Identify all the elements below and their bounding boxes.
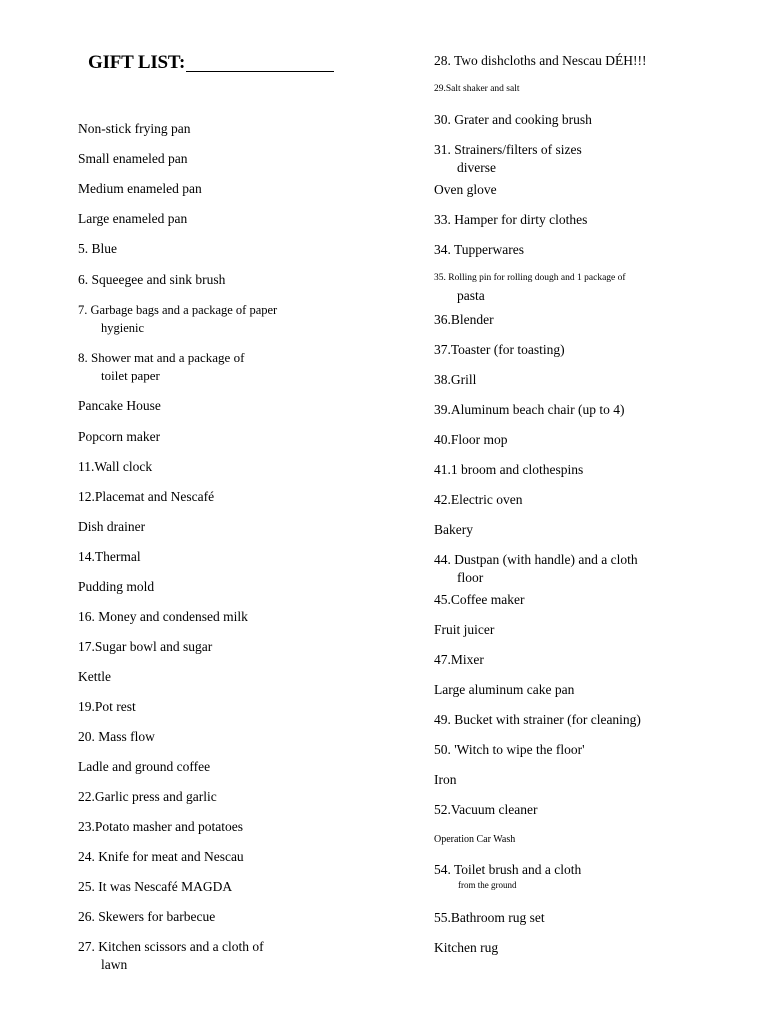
list-item: Pancake House — [78, 398, 161, 413]
list-item: 25. It was Nescafé MAGDA — [78, 879, 233, 894]
list-item: 30. Grater and cooking brush — [434, 112, 592, 127]
list-item: 34. Tupperwares — [434, 242, 524, 257]
list-item: 33. Hamper for dirty clothes — [434, 212, 588, 227]
list-item: 22.Garlic press and garlic — [78, 789, 217, 804]
list-item: Large aluminum cake pan — [434, 682, 575, 697]
list-item: 50. 'Witch to wipe the floor' — [434, 742, 585, 757]
list-item: 12.Placemat and Nescafé — [78, 489, 215, 504]
list-item: 7. Garbage bags and a package of paper hygienic — [78, 303, 278, 335]
list-item: Ladle and ground coffee — [78, 759, 211, 774]
list-item: 29.Salt shaker and salt — [434, 84, 520, 94]
gift-list-left-column — [78, 120, 318, 986]
list-item: 27. Kitchen scissors and a cloth of lawn — [78, 939, 264, 972]
list-item: 37.Toaster (for toasting) — [434, 342, 565, 357]
list-item: 5. Blue — [78, 241, 117, 256]
list-item: Kitchen rug — [434, 940, 499, 955]
list-item: Kettle — [78, 669, 111, 684]
list-item: 14.Thermal — [78, 549, 141, 564]
list-item: Popcorn maker — [78, 429, 161, 444]
list-item: 39.Aluminum beach chair (up to 4) — [434, 402, 625, 417]
list-item: 28. Two dishcloths and Nescau DÉH!!! — [434, 53, 647, 68]
list-item: 40.Floor mop — [434, 432, 508, 447]
list-item: 45.Coffee maker — [434, 592, 525, 607]
list-item: 11.Wall clock — [78, 459, 153, 474]
list-item: 31. Strainers/filters of sizes diverse — [434, 142, 582, 175]
list-item: Iron — [434, 772, 457, 787]
list-item: Non-stick frying pan — [78, 121, 191, 136]
list-item: 36.Blender — [434, 312, 494, 327]
list-item: 38.Grill — [434, 372, 477, 387]
list-item: 44. Dustpan (with handle) and a cloth floor — [434, 552, 638, 585]
list-item: Small enameled pan — [78, 151, 188, 166]
list-item: Fruit juicer — [434, 622, 495, 637]
list-item: 41.1 broom and clothespins — [434, 462, 584, 477]
list-item: Dish drainer — [78, 519, 146, 534]
page-title: GIFT LIST: — [88, 52, 186, 73]
list-item: 26. Skewers for barbecue — [78, 909, 216, 924]
list-item: Oven glove — [434, 182, 497, 197]
list-item: 35. Rolling pin for rolling dough and 1 package of pasta — [434, 273, 626, 303]
gift-list-right-column — [434, 52, 664, 969]
list-item: 52.Vacuum cleaner — [434, 802, 538, 817]
list-item: Operation Car Wash — [434, 834, 516, 845]
list-item: 49. Bucket with strainer (for cleaning) — [434, 712, 641, 727]
list-item: 54. Toilet brush and a cloth from the ground — [434, 862, 582, 890]
list-item: 20. Mass flow — [78, 729, 155, 744]
list-item: 6. Squeegee and sink brush — [78, 272, 226, 287]
title-underline — [186, 71, 334, 72]
list-item: 8. Shower mat and a package of toilet paper — [78, 350, 245, 383]
list-item: 23.Potato masher and potatoes — [78, 819, 243, 834]
list-item: 19.Pot rest — [78, 699, 136, 714]
list-item: 47.Mixer — [434, 652, 484, 667]
list-item: Pudding mold — [78, 579, 155, 594]
list-item: Bakery — [434, 522, 473, 537]
list-item: 24. Knife for meat and Nescau — [78, 849, 244, 864]
list-item: 16. Money and condensed milk — [78, 609, 248, 624]
list-item: Large enameled pan — [78, 211, 188, 226]
list-item: Medium enameled pan — [78, 181, 202, 196]
list-item: 55.Bathroom rug set — [434, 910, 545, 925]
list-item: 42.Electric oven — [434, 492, 523, 507]
list-item: 17.Sugar bowl and sugar — [78, 639, 213, 654]
